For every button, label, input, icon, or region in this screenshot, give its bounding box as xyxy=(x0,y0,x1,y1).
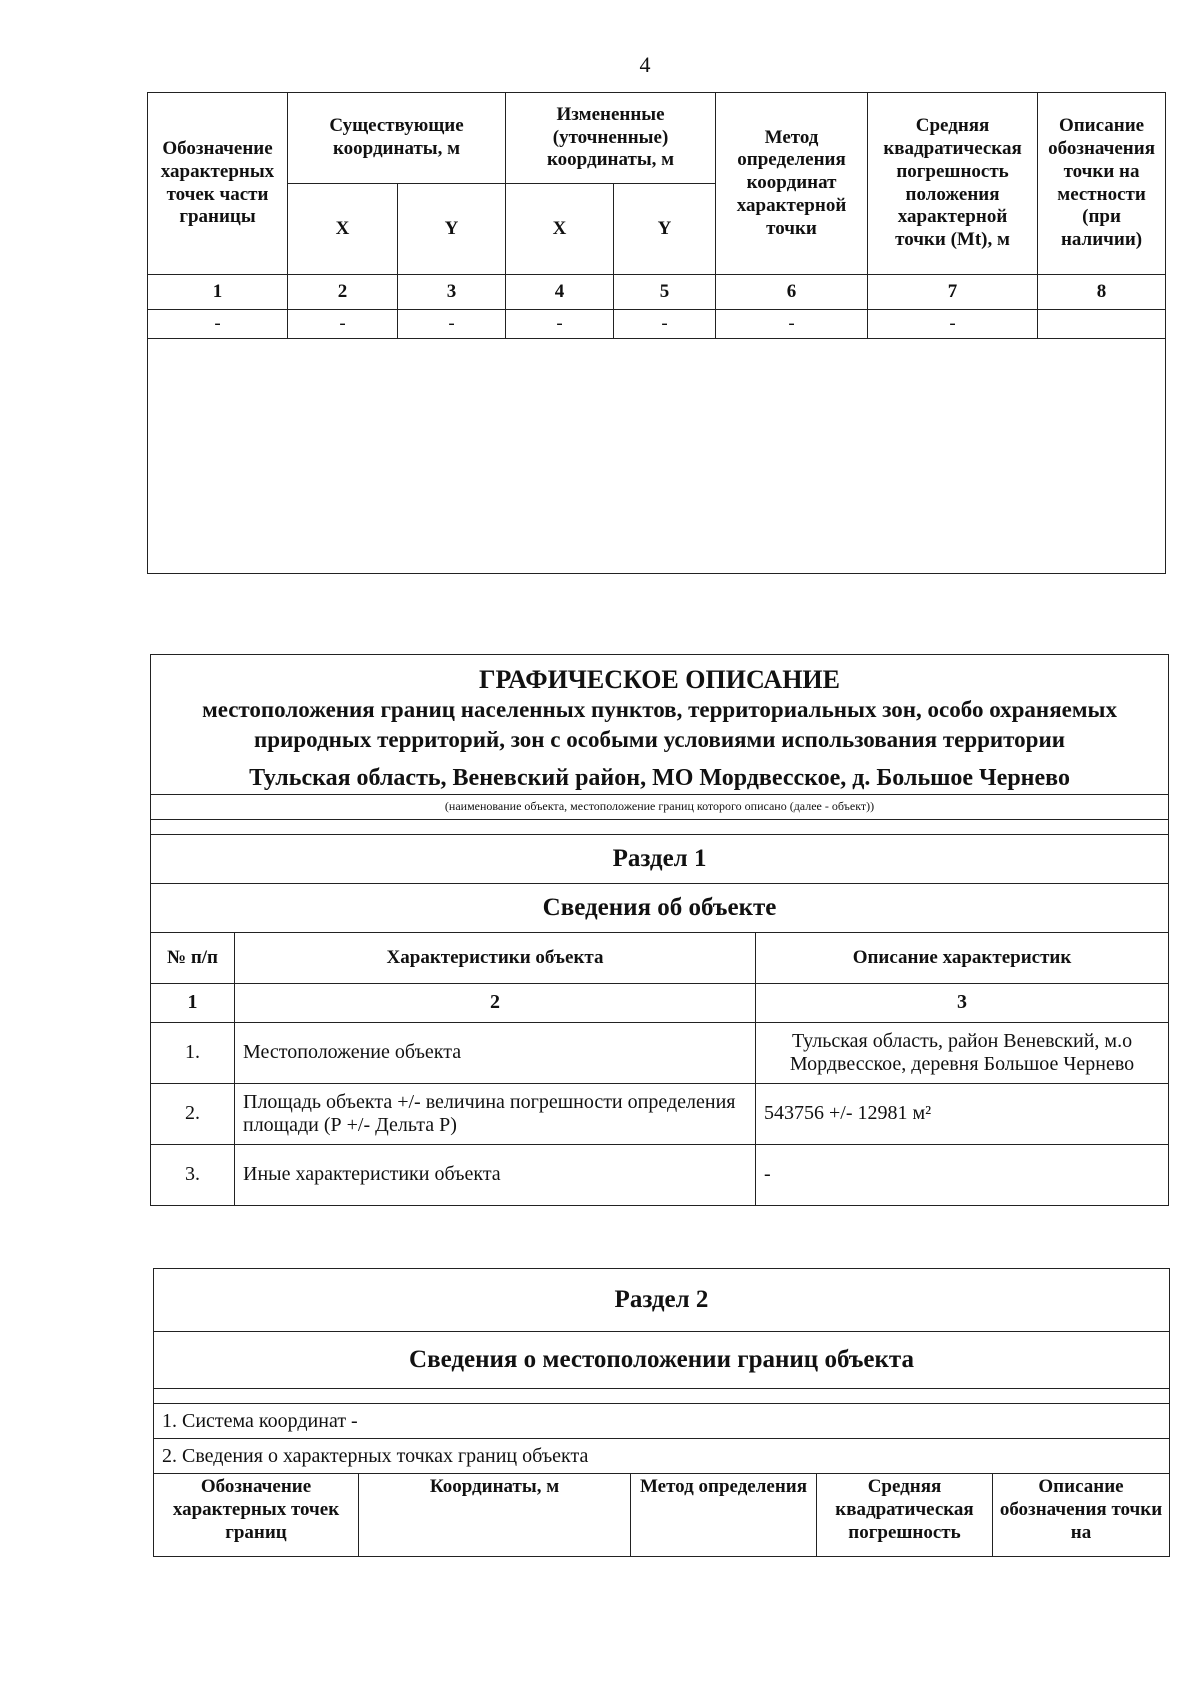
section-title: Сведения об объекте xyxy=(151,883,1169,932)
section-title: Сведения о местоположении границ объекта xyxy=(154,1332,1170,1389)
column-header: Характеристики объекта xyxy=(235,932,756,983)
col-number: 5 xyxy=(614,275,716,310)
document-title: ГРАФИЧЕСКОЕ ОПИСАНИЕ xyxy=(479,665,840,694)
col-number: 2 xyxy=(235,983,756,1022)
row-name: Местоположение объекта xyxy=(235,1022,756,1083)
table-row xyxy=(151,1083,1169,1144)
document-subtitle: местоположения границ населенных пунктов, территориальных зон, особо охраняемых природных территорий, зон с особыми условиями использования территории xyxy=(202,697,1117,752)
col-number: 4 xyxy=(506,275,614,310)
page-number: 4 xyxy=(639,52,651,77)
header-y: Y xyxy=(398,184,506,275)
column-header: Описание характеристик xyxy=(756,932,1169,983)
document-title-block xyxy=(151,655,1169,795)
table-cell: - xyxy=(398,310,506,339)
row-number: 1. xyxy=(151,1022,235,1083)
column-header: № п/п xyxy=(151,932,235,983)
section-2-table xyxy=(153,1268,1170,1557)
col-number: 1 xyxy=(151,983,235,1022)
row-number: 2. xyxy=(151,1083,235,1144)
header-method: Метод определения координат характерной точки xyxy=(716,93,868,275)
table-cell: - xyxy=(506,310,614,339)
table-cell: - xyxy=(288,310,398,339)
object-name: Тульская область, Веневский район, МО Мордвесское, д. Большое Чернево xyxy=(249,764,1070,791)
points-table xyxy=(147,92,1166,574)
section-1-table xyxy=(150,654,1169,1206)
header-y: Y xyxy=(614,184,716,275)
col-number: 8 xyxy=(1038,275,1166,310)
row-name: Площадь объекта +/- величина погрешности определения площади (Р +/- Дельта Р) xyxy=(235,1083,756,1144)
col-number: 7 xyxy=(868,275,1038,310)
column-header: Координаты, м xyxy=(359,1474,631,1557)
column-header: Обозначение характерных точек границ xyxy=(154,1474,359,1557)
table-row xyxy=(151,1144,1169,1205)
object-caption: (наименование объекта, местоположение границ которого описано (далее - объект)) xyxy=(151,794,1169,819)
row-name: Иные характеристики объекта xyxy=(235,1144,756,1205)
header-x: X xyxy=(288,184,398,275)
table-cell: - xyxy=(148,310,288,339)
header-changed-coords: Измененные (уточненные) координаты, м xyxy=(506,93,716,184)
row-value: 543756 +/- 12981 м² xyxy=(756,1083,1169,1144)
table-cell: - xyxy=(716,310,868,339)
table-row xyxy=(151,1022,1169,1083)
table-cell: - xyxy=(614,310,716,339)
coordinate-system-line: 1. Система координат - xyxy=(154,1404,1170,1439)
col-number: 1 xyxy=(148,275,288,310)
col-number: 2 xyxy=(288,275,398,310)
row-number: 3. xyxy=(151,1144,235,1205)
empty-area xyxy=(148,339,1166,574)
header-description: Описание обозначения точки на местности (при наличии) xyxy=(1038,93,1166,275)
table-cell: - xyxy=(868,310,1038,339)
col-number: 6 xyxy=(716,275,868,310)
column-header: Средняя квадратическая погрешность xyxy=(817,1474,993,1557)
points-info-line: 2. Сведения о характерных точках границ объекта xyxy=(154,1439,1170,1474)
header-point-designation: Обозначение характерных точек части границы xyxy=(148,93,288,275)
section-label: Раздел 2 xyxy=(154,1269,1170,1332)
col-number: 3 xyxy=(398,275,506,310)
table-cell xyxy=(1038,310,1166,339)
col-number: 3 xyxy=(756,983,1169,1022)
spacer xyxy=(151,819,1169,834)
row-value: - xyxy=(756,1144,1169,1205)
column-header: Метод определения xyxy=(631,1474,817,1557)
column-header: Описание обозначения точки на xyxy=(993,1474,1170,1557)
header-existing-coords: Существующие координаты, м xyxy=(288,93,506,184)
header-x: X xyxy=(506,184,614,275)
spacer xyxy=(154,1389,1170,1404)
section-label: Раздел 1 xyxy=(151,834,1169,883)
row-value: Тульская область, район Веневский, м.о Мордвесское, деревня Большое Чернево xyxy=(756,1022,1169,1083)
header-error: Средняя квадратическая погрешность положения характерной точки (Mt), м xyxy=(868,93,1038,275)
